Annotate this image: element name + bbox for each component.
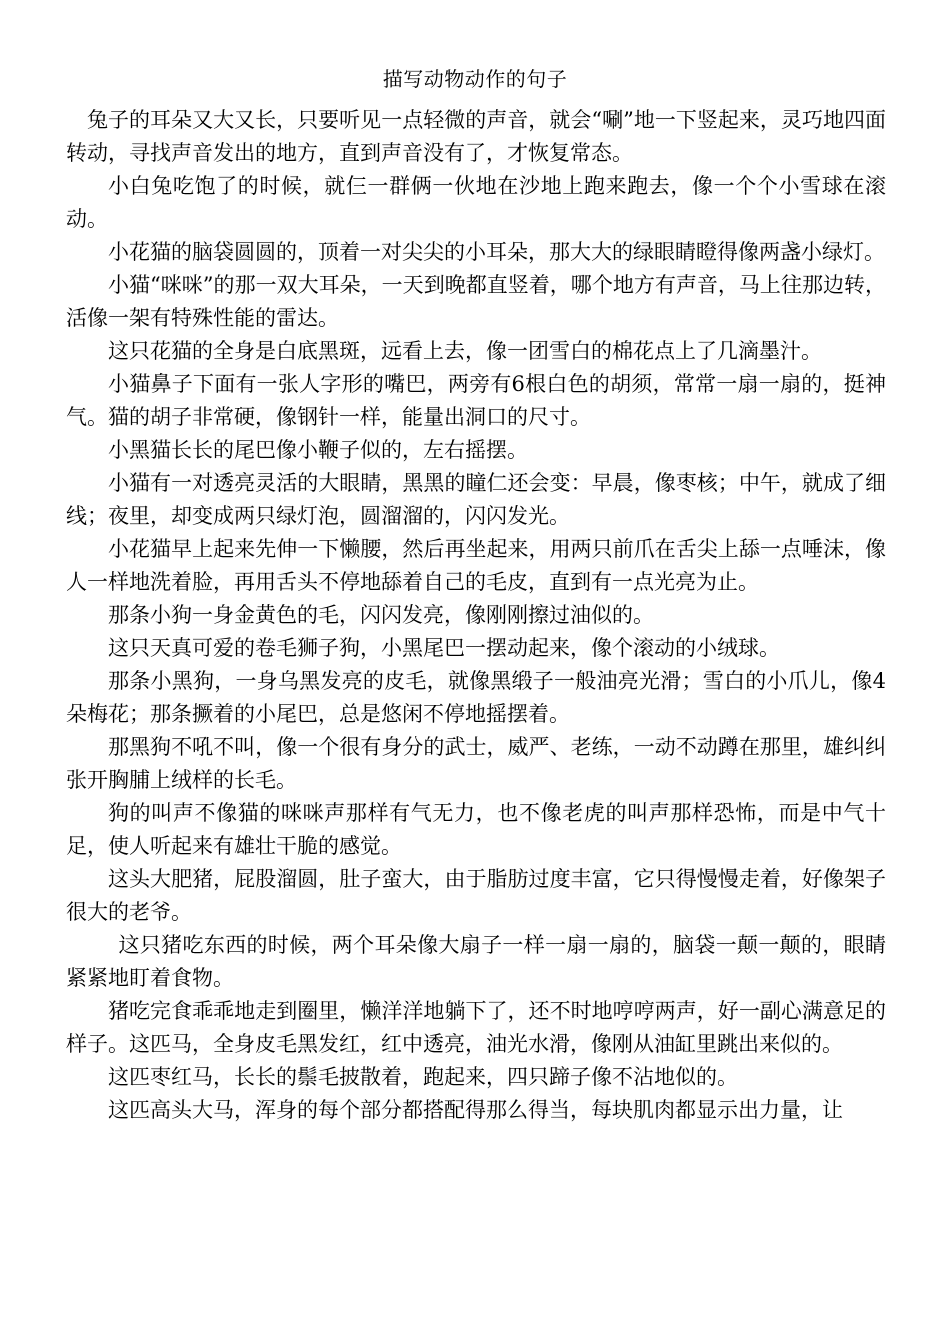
paragraph-fat-pig: 这头大肥猪，屁股溜圆，肚子蛮大，由于脂肪过度丰富，它只得慢慢走着，好像架子很大的老爷。 <box>66 867 886 924</box>
paragraph-cat-head: 小花猫的脑袋圆圆的，顶着一对尖尖的小耳朵，那大大的绿眼睛瞪得像两盏小绿灯。 <box>108 240 885 264</box>
paragraph-lion-dog: 这只天真可爱的卷毛狮子狗，小黑尾巴一摆动起来，像个滚动的小绒球。 <box>108 636 780 660</box>
paragraph-rabbit-ears: 兔子的耳朵又大又长，只要听见一点轻微的声音，就会“唰”地一下竖起来，灵巧地四面转动，寻找声音发出的地方，直到声音没有了，才恢复常态。 <box>66 108 886 165</box>
paragraph-dog-golden: 那条小狗一身金黄色的毛，闪闪发亮，像刚刚擦过油似的。 <box>108 603 654 627</box>
paragraph-white-rabbit: 小白兔吃饱了的时候，就仨一群俩一伙地在沙地上跑来跑去，像一个个小雪球在滚动。 <box>66 174 886 231</box>
paragraph-red-horse: 这匹枣红马，长长的鬃毛披散着，跑起来，四只蹄子像不沾地似的。 <box>108 1065 738 1089</box>
paragraph-dog-bark: 狗的叫声不像猫的咪咪声那样有气无力，也不像老虎的叫声那样恐怖，而是中气十足，使人听起来有雄壮干脆的感觉。 <box>66 801 886 858</box>
paragraph-warrior-dog: 那黑狗不吼不叫，像一个很有身分的武士，威严、老练，一动不动蹲在那里，雄纠纠张开胸脯上绒样的长毛。 <box>66 735 886 792</box>
paragraph-cat-whiskers: 小猫鼻子下面有一张人字形的嘴巴，两旁有6根白色的胡须，常常一扇一扇的，挺神气。猫的胡子非常硬，像钢针一样，能量出洞口的尺寸。 <box>66 372 886 429</box>
document-body <box>66 104 886 1127</box>
paragraph-black-dog: 那条小黑狗，一身乌黑发亮的皮毛，就像黑缎子一般油亮光滑；雪白的小爪儿，像4朵梅花；那条撅着的小尾巴，总是悠闲不停地摇摆着。 <box>66 669 886 726</box>
paragraph-cat-spots: 这只花猫的全身是白底黑斑，远看上去，像一团雪白的棉花点上了几滴墨汁。 <box>108 339 822 363</box>
paragraph-cat-tail: 小黑猫长长的尾巴像小鞭子似的，左右摇摆。 <box>108 438 528 462</box>
paragraph-cat-morning: 小花猫早上起来先伸一下懒腰，然后再坐起来，用两只前爪在舌尖上舔一点唾沫，像人一样地洗着脸，再用舌头不停地舔着自己的毛皮，直到有一点光亮为止。 <box>66 537 886 594</box>
paragraph-tall-horse: 这匹高头大马，浑身的每个部分都搭配得那么得当，每块肌肉都显示出力量，让 <box>108 1098 843 1122</box>
paragraph-cat-ears: 小猫“咪咪”的那一双大耳朵，一天到晚都直竖着，哪个地方有声音，马上往那边转，活像一架有特殊性能的雷达。 <box>66 273 886 330</box>
paragraph-pig-pen: 猪吃完食乖乖地走到圈里，懒洋洋地躺下了，还不时地哼哼两声，好一副心满意足的样子。这匹马，全身皮毛黑发红，红中透亮，油光水滑，像刚从油缸里跳出来似的。 <box>66 999 886 1056</box>
paragraph-pig-eating: 这只猪吃东西的时候，两个耳朵像大扇子一样一扇一扇的，脑袋一颠一颠的，眼睛紧紧地盯着食物。 <box>66 933 886 990</box>
paragraph-cat-eyes: 小猫有一对透亮灵活的大眼睛，黑黑的瞳仁还会变：早晨，像枣核；中午，就成了细线；夜里，却变成两只绿灯泡，圆溜溜的，闪闪发光。 <box>66 471 886 528</box>
document-title: 描写动物动作的句子 <box>382 67 568 91</box>
